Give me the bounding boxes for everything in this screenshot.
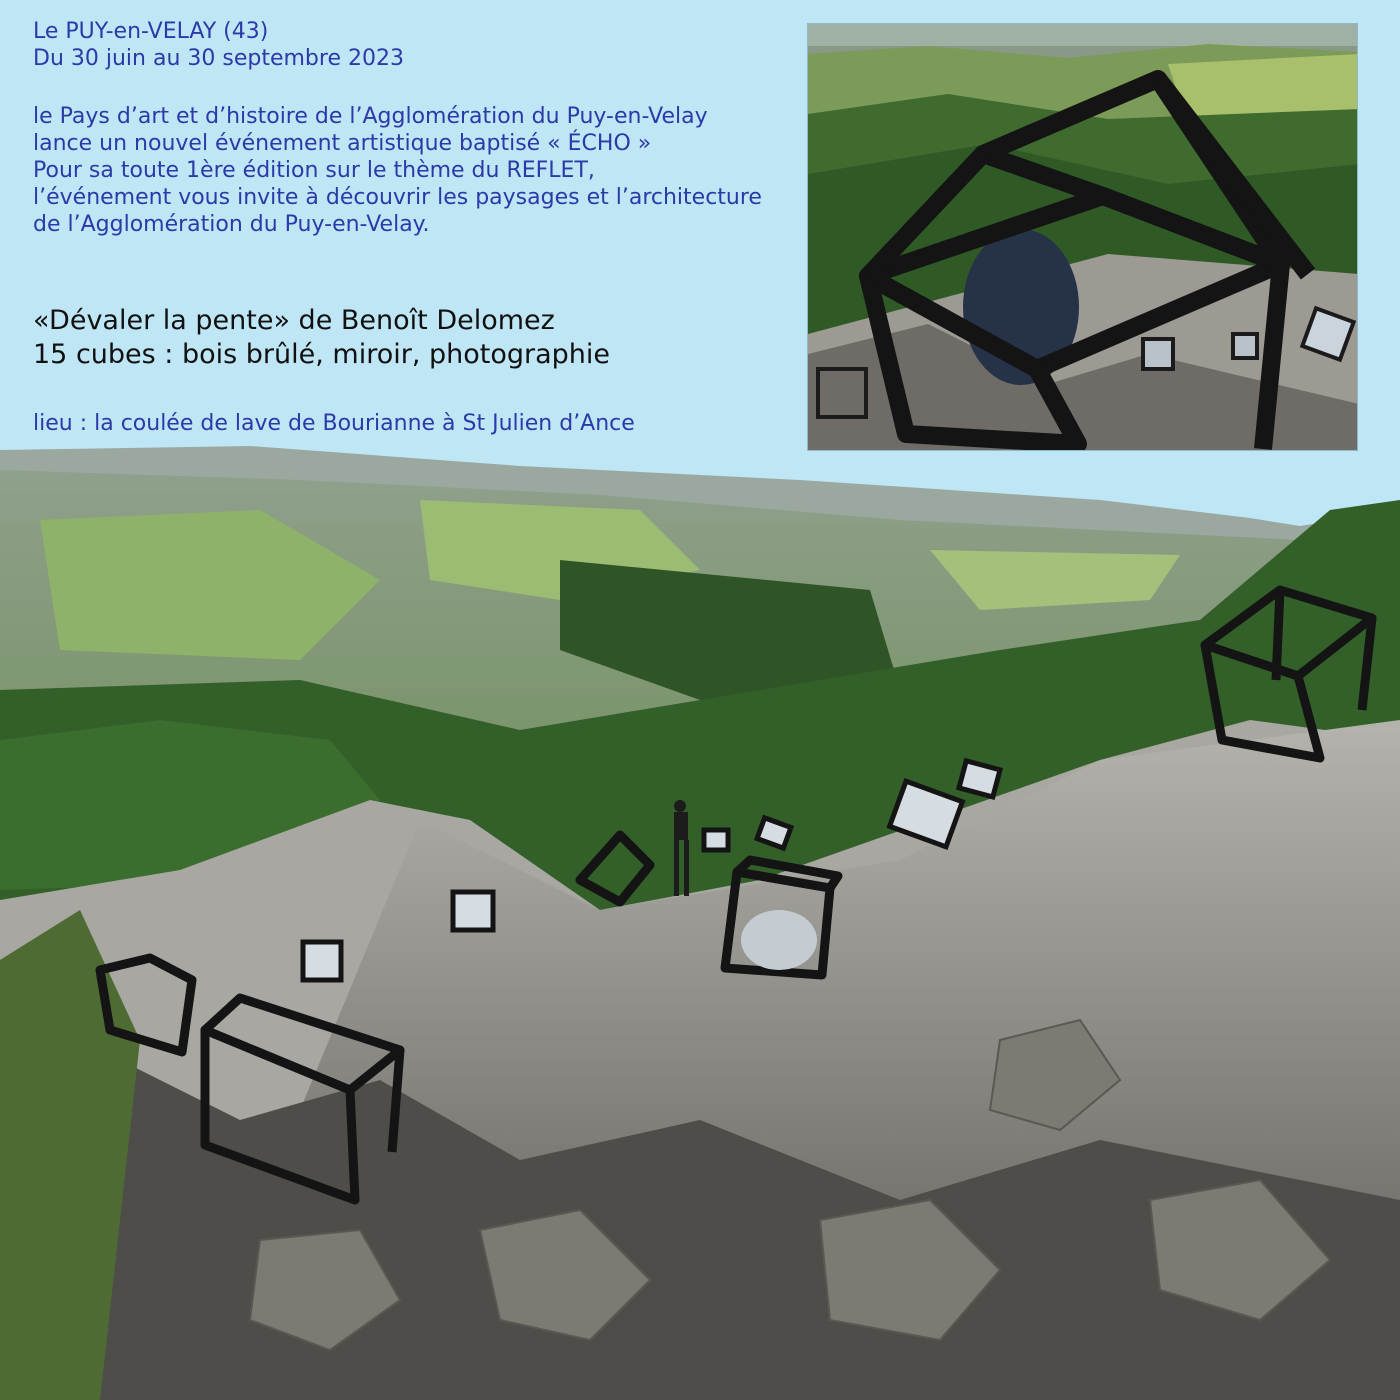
intro-line: l’événement vous invite à découvrir les paysages et l’architecture	[33, 185, 762, 210]
event-location-title: Le PUY-en-VELAY (43)	[33, 19, 269, 44]
artwork-title: «Dévaler la pente» de Benoît Delomez	[33, 305, 555, 336]
place-text: lieu : la coulée de lave de Bourianne à St Julien d’Ance	[33, 411, 635, 436]
intro-line: de l’Agglomération du Puy-en-Velay.	[33, 212, 430, 237]
artwork-place	[33, 410, 635, 437]
main-photo-illustration	[0, 440, 1400, 1400]
event-header	[33, 18, 404, 72]
event-dates: Du 30 juin au 30 septembre 2023	[33, 46, 404, 71]
inset-cube-photo	[807, 23, 1358, 451]
intro-line: lance un nouvel événement artistique baptisé « ÉCHO »	[33, 131, 652, 156]
event-intro	[33, 103, 762, 238]
artwork-materials: 15 cubes : bois brûlé, miroir, photographie	[33, 339, 611, 370]
intro-line: le Pays d’art et d’histoire de l’Agglomération du Puy-en-Velay	[33, 104, 708, 129]
inset-photo-illustration	[808, 24, 1358, 451]
intro-line: Pour sa toute 1ère édition sur le thème du REFLET,	[33, 158, 595, 183]
main-lava-flow-photo	[0, 440, 1400, 1400]
artwork-description	[33, 304, 610, 372]
